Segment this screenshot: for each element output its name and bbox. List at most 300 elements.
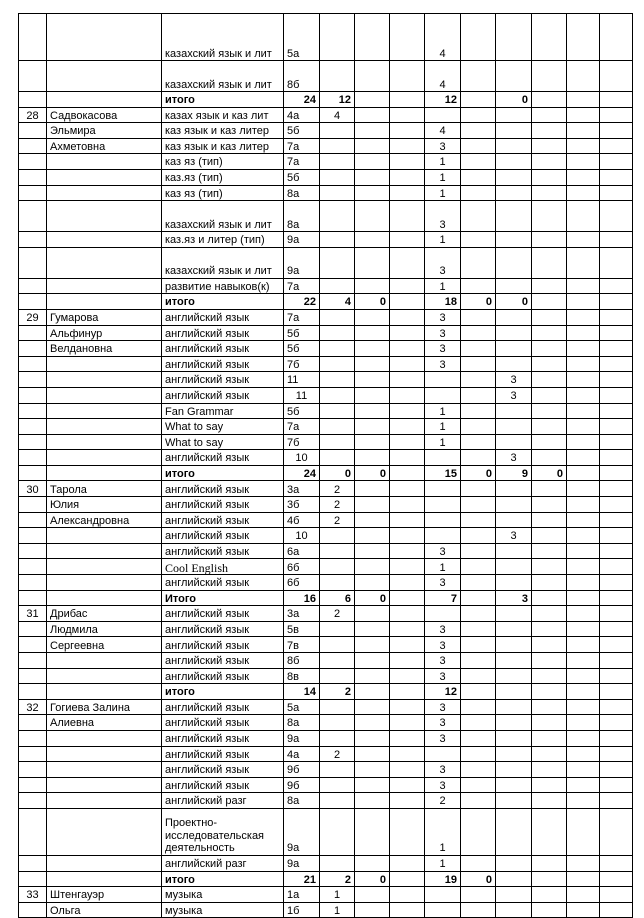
col-12-cell bbox=[600, 715, 633, 731]
col-8-cell bbox=[461, 232, 496, 248]
col-12-cell bbox=[600, 575, 633, 591]
row-number-cell bbox=[19, 341, 47, 357]
col-8-cell bbox=[461, 61, 496, 92]
row-number-cell bbox=[19, 746, 47, 762]
col-7-cell: 3 bbox=[425, 201, 461, 232]
teacher-name-cell bbox=[47, 559, 162, 575]
row-number-cell bbox=[19, 123, 47, 139]
row-number-cell bbox=[19, 138, 47, 154]
table-row bbox=[19, 699, 633, 715]
class-cell: 9а bbox=[284, 247, 320, 278]
col-12-cell bbox=[600, 294, 633, 310]
col-10-cell bbox=[532, 808, 567, 855]
col-9-cell bbox=[496, 730, 532, 746]
class-cell: 6а bbox=[284, 543, 320, 559]
col-9-cell bbox=[496, 107, 532, 123]
col-5-cell bbox=[355, 497, 390, 513]
col-8-cell bbox=[461, 309, 496, 325]
col-6-cell bbox=[390, 185, 425, 201]
col-5-cell bbox=[355, 247, 390, 278]
col-7-cell: 3 bbox=[425, 762, 461, 778]
col-10-cell bbox=[532, 123, 567, 139]
col-5-cell bbox=[355, 653, 390, 669]
class-cell: 8а bbox=[284, 793, 320, 809]
table-row bbox=[19, 621, 633, 637]
col-5-cell bbox=[355, 902, 390, 918]
teacher-name-cell bbox=[47, 201, 162, 232]
row-number-cell bbox=[19, 497, 47, 513]
col-9-cell bbox=[496, 123, 532, 139]
workload-table bbox=[18, 13, 633, 918]
class-cell: 10 bbox=[284, 528, 320, 544]
teacher-name-cell: Ахметовна bbox=[47, 138, 162, 154]
teacher-name-cell bbox=[47, 746, 162, 762]
col-11-cell bbox=[567, 637, 600, 653]
col-12-cell bbox=[600, 107, 633, 123]
col-5-cell bbox=[355, 403, 390, 419]
table-row bbox=[19, 450, 633, 466]
col-7-cell: 3 bbox=[425, 699, 461, 715]
col-4-cell bbox=[320, 232, 355, 248]
subject-cell: музыка bbox=[162, 902, 284, 918]
col-5-cell bbox=[355, 123, 390, 139]
col-5-cell bbox=[355, 92, 390, 108]
col-11-cell bbox=[567, 543, 600, 559]
class-cell: 3б bbox=[284, 497, 320, 513]
teacher-name-cell: Ольга bbox=[47, 902, 162, 918]
teacher-name-cell bbox=[47, 169, 162, 185]
col-12-cell bbox=[600, 232, 633, 248]
row-number-cell bbox=[19, 419, 47, 435]
col-4-cell: 2 bbox=[320, 481, 355, 497]
teacher-name-cell: Альфинур bbox=[47, 325, 162, 341]
col-6-cell bbox=[390, 356, 425, 372]
col-11-cell bbox=[567, 808, 600, 855]
table-row bbox=[19, 154, 633, 170]
col-9-cell bbox=[496, 808, 532, 855]
col-8-cell bbox=[461, 559, 496, 575]
col-5-cell: 0 bbox=[355, 590, 390, 606]
col-7-cell: 1 bbox=[425, 185, 461, 201]
col-12-cell bbox=[600, 481, 633, 497]
col-9-cell bbox=[496, 746, 532, 762]
col-6-cell bbox=[390, 387, 425, 403]
col-7-cell bbox=[425, 481, 461, 497]
col-11-cell bbox=[567, 762, 600, 778]
col-6-cell bbox=[390, 637, 425, 653]
col-5-cell bbox=[355, 637, 390, 653]
table-row bbox=[19, 169, 633, 185]
col-6-cell bbox=[390, 123, 425, 139]
col-6-cell bbox=[390, 528, 425, 544]
col-11-cell bbox=[567, 497, 600, 513]
col-8-cell bbox=[461, 403, 496, 419]
col-9-cell: 3 bbox=[496, 387, 532, 403]
col-5-cell bbox=[355, 450, 390, 466]
col-9-cell: 0 bbox=[496, 92, 532, 108]
col-8-cell bbox=[461, 590, 496, 606]
col-12-cell bbox=[600, 356, 633, 372]
class-cell: 8а bbox=[284, 185, 320, 201]
teacher-name-cell bbox=[47, 528, 162, 544]
col-6-cell bbox=[390, 808, 425, 855]
col-8-cell bbox=[461, 107, 496, 123]
class-cell: 9а bbox=[284, 730, 320, 746]
table-row bbox=[19, 606, 633, 622]
row-number-cell bbox=[19, 730, 47, 746]
col-8-cell bbox=[461, 512, 496, 528]
col-5-cell bbox=[355, 777, 390, 793]
col-7-cell: 3 bbox=[425, 730, 461, 746]
teacher-name-cell bbox=[47, 14, 162, 61]
subject-cell: английский язык bbox=[162, 637, 284, 653]
col-5-cell bbox=[355, 543, 390, 559]
col-11-cell bbox=[567, 372, 600, 388]
col-5-cell bbox=[355, 887, 390, 903]
col-4-cell bbox=[320, 372, 355, 388]
subject-cell: английский язык bbox=[162, 512, 284, 528]
teacher-name-cell bbox=[47, 684, 162, 700]
col-11-cell bbox=[567, 434, 600, 450]
col-6-cell bbox=[390, 61, 425, 92]
col-4-cell bbox=[320, 154, 355, 170]
col-11-cell bbox=[567, 715, 600, 731]
col-8-cell bbox=[461, 575, 496, 591]
class-cell: 24 bbox=[284, 92, 320, 108]
class-cell: 24 bbox=[284, 465, 320, 481]
col-5-cell bbox=[355, 575, 390, 591]
col-8-cell bbox=[461, 621, 496, 637]
col-4-cell bbox=[320, 419, 355, 435]
teacher-name-cell: Гумарова bbox=[47, 309, 162, 325]
total-row bbox=[19, 465, 633, 481]
class-cell: 7а bbox=[284, 138, 320, 154]
col-11-cell bbox=[567, 621, 600, 637]
col-12-cell bbox=[600, 419, 633, 435]
col-10-cell bbox=[532, 201, 567, 232]
teacher-name-cell: Алиевна bbox=[47, 715, 162, 731]
col-12-cell bbox=[600, 871, 633, 887]
col-12-cell bbox=[600, 465, 633, 481]
col-10-cell bbox=[532, 887, 567, 903]
col-9-cell bbox=[496, 14, 532, 61]
col-11-cell bbox=[567, 309, 600, 325]
col-12-cell bbox=[600, 154, 633, 170]
subject-cell: английский язык bbox=[162, 387, 284, 403]
row-number-cell bbox=[19, 14, 47, 61]
col-6-cell bbox=[390, 871, 425, 887]
teacher-name-cell bbox=[47, 232, 162, 248]
col-4-cell: 0 bbox=[320, 465, 355, 481]
col-6-cell bbox=[390, 154, 425, 170]
col-8-cell bbox=[461, 434, 496, 450]
col-11-cell bbox=[567, 107, 600, 123]
col-8-cell bbox=[461, 746, 496, 762]
col-11-cell bbox=[567, 481, 600, 497]
col-9-cell: 0 bbox=[496, 294, 532, 310]
col-6-cell bbox=[390, 372, 425, 388]
col-11-cell bbox=[567, 855, 600, 871]
teacher-name-cell bbox=[47, 278, 162, 294]
col-11-cell bbox=[567, 699, 600, 715]
col-7-cell bbox=[425, 497, 461, 513]
row-number-cell bbox=[19, 621, 47, 637]
subject-cell: английский язык bbox=[162, 325, 284, 341]
class-cell: 9б bbox=[284, 762, 320, 778]
row-number-cell bbox=[19, 684, 47, 700]
col-6-cell bbox=[390, 902, 425, 918]
col-7-cell: 3 bbox=[425, 543, 461, 559]
subject-cell: итого bbox=[162, 465, 284, 481]
col-11-cell bbox=[567, 247, 600, 278]
teacher-name-cell bbox=[47, 808, 162, 855]
col-7-cell: 4 bbox=[425, 61, 461, 92]
col-4-cell bbox=[320, 575, 355, 591]
col-12-cell bbox=[600, 762, 633, 778]
teacher-name-cell bbox=[47, 403, 162, 419]
col-11-cell bbox=[567, 871, 600, 887]
col-6-cell bbox=[390, 232, 425, 248]
col-10-cell bbox=[532, 668, 567, 684]
col-9-cell bbox=[496, 201, 532, 232]
col-5-cell bbox=[355, 730, 390, 746]
row-number-cell bbox=[19, 762, 47, 778]
col-9-cell bbox=[496, 777, 532, 793]
col-9-cell bbox=[496, 575, 532, 591]
col-10-cell bbox=[532, 169, 567, 185]
teacher-name-cell: Юлия bbox=[47, 497, 162, 513]
col-8-cell bbox=[461, 356, 496, 372]
table-row bbox=[19, 668, 633, 684]
col-7-cell: 3 bbox=[425, 341, 461, 357]
col-9-cell bbox=[496, 481, 532, 497]
row-number-cell bbox=[19, 92, 47, 108]
class-cell: 1б bbox=[284, 902, 320, 918]
col-6-cell bbox=[390, 699, 425, 715]
col-10-cell bbox=[532, 294, 567, 310]
teacher-name-cell bbox=[47, 793, 162, 809]
col-7-cell: 3 bbox=[425, 575, 461, 591]
subject-cell: What to say bbox=[162, 434, 284, 450]
col-10-cell bbox=[532, 387, 567, 403]
col-4-cell: 2 bbox=[320, 871, 355, 887]
subject-cell: английский разг bbox=[162, 793, 284, 809]
col-6-cell bbox=[390, 684, 425, 700]
col-8-cell bbox=[461, 855, 496, 871]
col-12-cell bbox=[600, 902, 633, 918]
teacher-name-cell bbox=[47, 730, 162, 746]
col-8-cell bbox=[461, 730, 496, 746]
subject-cell: английский язык bbox=[162, 730, 284, 746]
col-10-cell bbox=[532, 606, 567, 622]
col-10-cell bbox=[532, 247, 567, 278]
subject-cell: английский язык bbox=[162, 621, 284, 637]
col-12-cell bbox=[600, 325, 633, 341]
col-12-cell bbox=[600, 730, 633, 746]
class-cell: 6б bbox=[284, 559, 320, 575]
class-cell: 5б bbox=[284, 403, 320, 419]
teacher-name-cell: Велдановна bbox=[47, 341, 162, 357]
col-8-cell bbox=[461, 762, 496, 778]
subject-cell: каз яз (тип) bbox=[162, 185, 284, 201]
col-5-cell: 0 bbox=[355, 465, 390, 481]
col-11-cell bbox=[567, 450, 600, 466]
teacher-name-cell bbox=[47, 419, 162, 435]
col-7-cell: 1 bbox=[425, 278, 461, 294]
col-9-cell bbox=[496, 793, 532, 809]
col-9-cell bbox=[496, 278, 532, 294]
col-4-cell bbox=[320, 341, 355, 357]
teacher-name-cell: Сергеевна bbox=[47, 637, 162, 653]
total-row bbox=[19, 590, 633, 606]
class-cell: 7а bbox=[284, 154, 320, 170]
col-9-cell bbox=[496, 434, 532, 450]
col-4-cell: 12 bbox=[320, 92, 355, 108]
class-cell: 7а bbox=[284, 278, 320, 294]
class-cell: 5а bbox=[284, 699, 320, 715]
table-row bbox=[19, 637, 633, 653]
col-10-cell bbox=[532, 138, 567, 154]
col-4-cell: 1 bbox=[320, 887, 355, 903]
col-12-cell bbox=[600, 123, 633, 139]
col-4-cell bbox=[320, 762, 355, 778]
table-row bbox=[19, 746, 633, 762]
col-7-cell: 1 bbox=[425, 169, 461, 185]
col-10-cell bbox=[532, 419, 567, 435]
table-row bbox=[19, 512, 633, 528]
col-6-cell bbox=[390, 107, 425, 123]
col-10-cell bbox=[532, 575, 567, 591]
teacher-name-cell bbox=[47, 653, 162, 669]
col-5-cell bbox=[355, 185, 390, 201]
col-6-cell bbox=[390, 278, 425, 294]
col-10-cell bbox=[532, 653, 567, 669]
col-5-cell bbox=[355, 341, 390, 357]
col-8-cell bbox=[461, 887, 496, 903]
col-8-cell bbox=[461, 169, 496, 185]
subject-cell: Fan Grammar bbox=[162, 403, 284, 419]
col-12-cell bbox=[600, 793, 633, 809]
col-5-cell bbox=[355, 715, 390, 731]
class-cell: 3а bbox=[284, 481, 320, 497]
col-4-cell bbox=[320, 730, 355, 746]
col-10-cell bbox=[532, 730, 567, 746]
row-number-cell bbox=[19, 278, 47, 294]
col-12-cell bbox=[600, 61, 633, 92]
teacher-name-cell bbox=[47, 543, 162, 559]
col-5-cell bbox=[355, 855, 390, 871]
col-12-cell bbox=[600, 543, 633, 559]
class-cell: 5в bbox=[284, 621, 320, 637]
col-9-cell bbox=[496, 715, 532, 731]
col-11-cell bbox=[567, 61, 600, 92]
teacher-name-cell: Эльмира bbox=[47, 123, 162, 139]
col-9-cell bbox=[496, 138, 532, 154]
col-11-cell bbox=[567, 684, 600, 700]
col-9-cell bbox=[496, 247, 532, 278]
col-4-cell bbox=[320, 247, 355, 278]
col-6-cell bbox=[390, 777, 425, 793]
col-6-cell bbox=[390, 543, 425, 559]
table-row bbox=[19, 341, 633, 357]
col-5-cell bbox=[355, 232, 390, 248]
col-8-cell bbox=[461, 793, 496, 809]
col-4-cell bbox=[320, 528, 355, 544]
col-5-cell bbox=[355, 512, 390, 528]
col-8-cell bbox=[461, 185, 496, 201]
subject-cell: казах язык и каз лит bbox=[162, 107, 284, 123]
teacher-name-cell bbox=[47, 372, 162, 388]
col-7-cell bbox=[425, 372, 461, 388]
col-11-cell bbox=[567, 387, 600, 403]
col-9-cell bbox=[496, 419, 532, 435]
col-7-cell: 12 bbox=[425, 92, 461, 108]
class-cell: 8б bbox=[284, 61, 320, 92]
col-8-cell bbox=[461, 668, 496, 684]
col-12-cell bbox=[600, 434, 633, 450]
teacher-name-cell: Людмила bbox=[47, 621, 162, 637]
subject-cell: английский язык bbox=[162, 777, 284, 793]
col-11-cell bbox=[567, 606, 600, 622]
col-8-cell bbox=[461, 528, 496, 544]
col-7-cell: 3 bbox=[425, 356, 461, 372]
col-8-cell bbox=[461, 247, 496, 278]
row-number-cell bbox=[19, 465, 47, 481]
col-4-cell: 2 bbox=[320, 684, 355, 700]
teacher-name-cell bbox=[47, 434, 162, 450]
col-4-cell bbox=[320, 387, 355, 403]
col-8-cell bbox=[461, 653, 496, 669]
col-9-cell bbox=[496, 154, 532, 170]
col-12-cell bbox=[600, 403, 633, 419]
table-row bbox=[19, 497, 633, 513]
class-cell: 10 bbox=[284, 450, 320, 466]
table-body bbox=[19, 14, 633, 918]
subject-cell: английский язык bbox=[162, 356, 284, 372]
col-9-cell bbox=[496, 902, 532, 918]
col-12-cell bbox=[600, 606, 633, 622]
col-6-cell bbox=[390, 465, 425, 481]
col-5-cell bbox=[355, 762, 390, 778]
col-5-cell: 0 bbox=[355, 294, 390, 310]
col-9-cell: 3 bbox=[496, 590, 532, 606]
table-row bbox=[19, 232, 633, 248]
row-number-cell bbox=[19, 543, 47, 559]
col-10-cell bbox=[532, 871, 567, 887]
class-cell: 7б bbox=[284, 434, 320, 450]
col-9-cell bbox=[496, 653, 532, 669]
col-11-cell bbox=[567, 668, 600, 684]
col-8-cell bbox=[461, 777, 496, 793]
row-number-cell bbox=[19, 325, 47, 341]
col-11-cell bbox=[567, 419, 600, 435]
col-5-cell bbox=[355, 699, 390, 715]
subject-cell: английский язык bbox=[162, 746, 284, 762]
col-7-cell bbox=[425, 512, 461, 528]
col-6-cell bbox=[390, 434, 425, 450]
col-4-cell bbox=[320, 61, 355, 92]
class-cell: 7а bbox=[284, 419, 320, 435]
col-4-cell bbox=[320, 450, 355, 466]
col-12-cell bbox=[600, 309, 633, 325]
col-12-cell bbox=[600, 528, 633, 544]
class-cell: 9а bbox=[284, 855, 320, 871]
col-7-cell: 15 bbox=[425, 465, 461, 481]
table-row bbox=[19, 762, 633, 778]
col-11-cell bbox=[567, 341, 600, 357]
col-8-cell bbox=[461, 419, 496, 435]
class-cell: 5б bbox=[284, 169, 320, 185]
